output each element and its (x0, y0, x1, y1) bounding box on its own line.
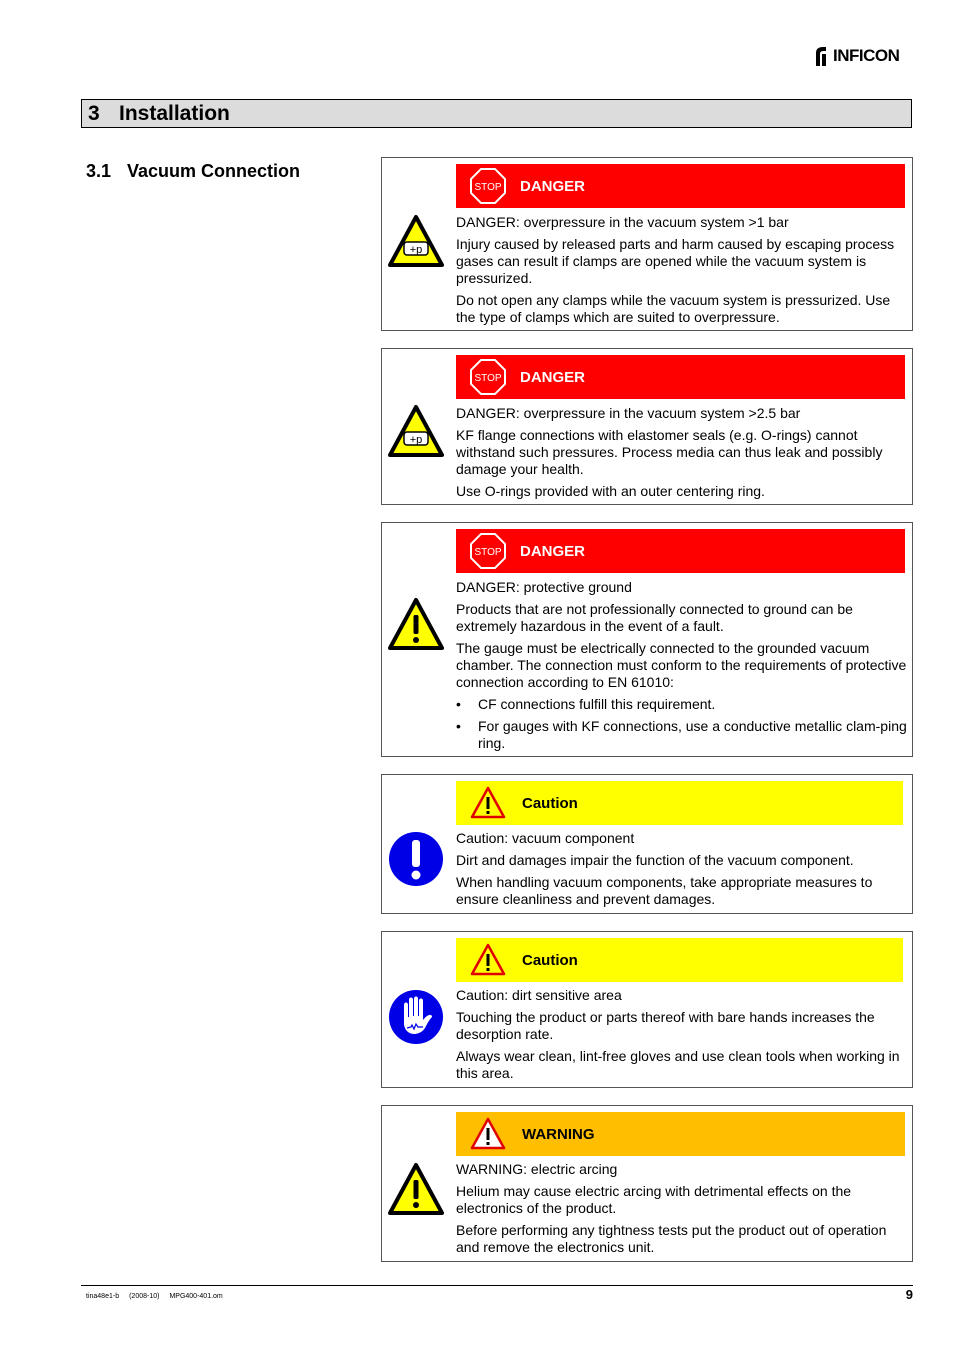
notice-body (456, 1161, 912, 1261)
danger-banner (456, 355, 905, 399)
section-heading (86, 161, 300, 182)
caution-banner (456, 781, 903, 825)
danger-notice-protective-ground (381, 522, 913, 757)
stop-sign-icon (470, 533, 506, 569)
inficon-logo (812, 44, 899, 68)
notice-paragraph: Injury caused by released parts and harm caused by escaping process gases can result if clamps are opened while the vacuum system is pressurized. (456, 236, 895, 286)
footer-date: (2008-10) (129, 1293, 160, 1300)
footer-file: MPG400-401.om (169, 1293, 223, 1300)
notice-heading: DANGER: protective ground (456, 579, 632, 595)
list-item: • For gauges with KF connections, use a conductive metallic clam-ping ring. (456, 718, 912, 752)
danger-banner (456, 164, 905, 208)
chapter-title: Installation (119, 101, 230, 125)
warning-label: WARNING (522, 1125, 595, 1143)
notice-paragraph: Use O-rings provided with an outer centering ring. (456, 483, 765, 499)
notice-paragraph: When handling vacuum components, take appropriate measures to ensure cleanliness and prevent damages. (456, 874, 873, 907)
notice-paragraph: Touching the product or parts thereof with bare hands increases the desorption rate. (456, 1009, 875, 1042)
wear-gloves-icon (388, 989, 444, 1045)
section-title: Vacuum Connection (127, 161, 301, 181)
notice-body (456, 214, 912, 331)
chapter-heading (81, 99, 912, 128)
stop-sign-icon (470, 359, 506, 395)
footer-doc-info (86, 1293, 223, 1300)
notice-paragraph: Products that are not professionally connected to ground can be extremely hazardous in the event of a fault. (456, 601, 853, 634)
chapter-number: 3 (88, 101, 100, 125)
stop-sign-text: STOP (474, 182, 502, 193)
notice-heading: DANGER: overpressure in the vacuum system >2.5 bar (456, 405, 801, 421)
footer-doc-id: tina48e1-b (86, 1293, 120, 1300)
warning-notice-electric-arcing (381, 1105, 913, 1262)
notice-body (456, 579, 912, 757)
caution-notice-dirt-sensitive (381, 931, 913, 1088)
notice-paragraph: The gauge must be electrically connected to the grounded vacuum chamber. The connection must conform to the requirements of protective connection according to EN 61010: (456, 640, 907, 690)
danger-label: DANGER (520, 368, 586, 386)
danger-banner (456, 529, 905, 573)
section-number: 3.1 (86, 161, 112, 181)
overpressure-icon (388, 214, 444, 270)
caution-triangle-icon (470, 785, 506, 821)
danger-notice-overpressure-2-5bar (381, 348, 913, 505)
danger-label: DANGER (520, 177, 586, 195)
overpressure-icon-label: +p (409, 434, 423, 446)
caution-label: Caution (522, 951, 578, 969)
notice-heading: DANGER: overpressure in the vacuum system >1 bar (456, 214, 789, 230)
list-item: • CF connections fulfill this requirement. (456, 696, 912, 713)
notice-heading: WARNING: electric arcing (456, 1161, 618, 1177)
general-warning-icon (388, 1162, 444, 1218)
notice-paragraph: KF flange connections with elastomer seals (e.g. O-rings) cannot withstand such pressures. Process media can thus leak and possibly damage your health. (456, 427, 883, 477)
notice-paragraph: Dirt and damages impair the function of the vacuum component. (456, 852, 854, 868)
notice-body (456, 830, 912, 913)
notice-body (456, 987, 912, 1087)
stop-sign-text: STOP (474, 373, 502, 384)
warning-triangle-icon (470, 1116, 506, 1152)
overpressure-icon (388, 404, 444, 460)
notice-heading: Caution: dirt sensitive area (456, 987, 622, 1003)
inficon-logo-mark-icon (812, 45, 832, 67)
notice-heading: Caution: vacuum component (456, 830, 635, 846)
caution-triangle-icon (470, 942, 506, 978)
danger-notice-overpressure-1bar (381, 157, 913, 331)
general-warning-icon (388, 597, 444, 653)
notice-body (456, 405, 912, 505)
caution-label: Caution (522, 794, 578, 812)
stop-sign-icon (470, 168, 506, 204)
stop-sign-text: STOP (474, 547, 502, 558)
warning-banner (456, 1112, 905, 1156)
mandatory-action-icon (388, 831, 444, 887)
notice-bullet-list (456, 696, 912, 752)
logo-text: INFICON (833, 46, 900, 65)
danger-label: DANGER (520, 542, 586, 560)
notice-paragraph: Helium may cause electric arcing with detrimental effects on the electronics of the product. (456, 1183, 852, 1216)
page-number: 9 (905, 1287, 913, 1302)
caution-banner (456, 938, 903, 982)
notice-paragraph: Do not open any clamps while the vacuum system is pressurized. Use the type of clamps which are suited to overpressure. (456, 292, 891, 325)
footer-divider (81, 1285, 913, 1286)
notice-paragraph: Before performing any tightness tests put the product out of operation and remove the electronics unit. (456, 1222, 887, 1255)
overpressure-icon-label: +p (409, 244, 423, 256)
caution-notice-vacuum-component (381, 774, 913, 914)
notice-paragraph: Always wear clean, lint-free gloves and use clean tools when working in this area. (456, 1048, 900, 1081)
